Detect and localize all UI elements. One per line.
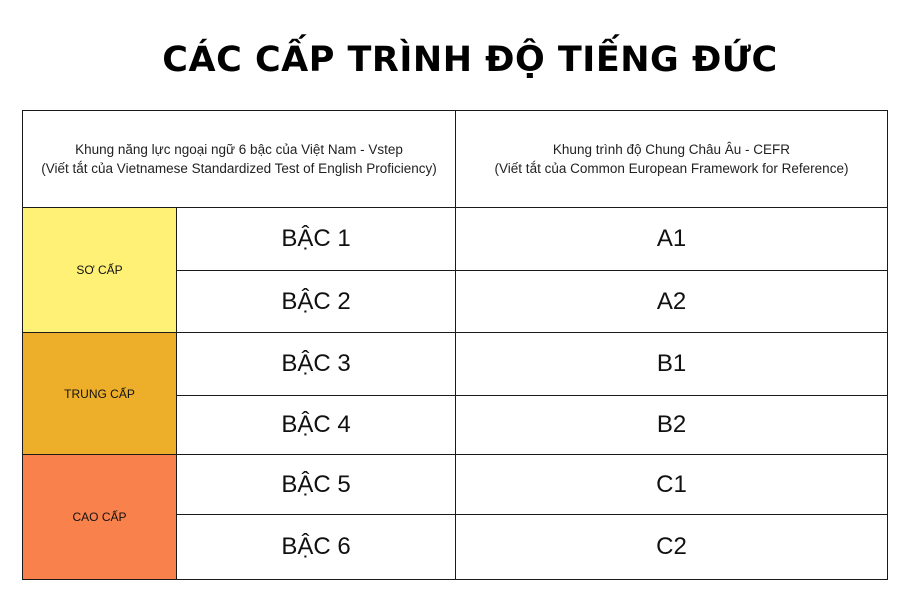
level-cell: BẬC 4	[177, 396, 456, 455]
cefr-cell: C2	[656, 533, 687, 560]
level-table	[22, 110, 888, 580]
vstep-header	[23, 111, 456, 208]
level-cell: BẬC 3	[177, 333, 456, 396]
cefr-header	[456, 111, 887, 208]
cefr-cell: A2	[456, 271, 887, 333]
cefr-header-line1: Khung trình độ Chung Châu Âu - CEFR	[552, 142, 791, 157]
group-cao-cap: CAO CẤP	[23, 455, 177, 579]
cefr-cell: B2	[456, 396, 887, 455]
level-cell: BẬC 2	[177, 271, 456, 333]
page-title: CÁC CẤP TRÌNH ĐỘ TIẾNG ĐỨC	[162, 40, 778, 80]
cefr-cell: B1	[456, 333, 887, 396]
level-cell: BẬC 1	[177, 208, 456, 271]
cefr-cell: A1	[456, 208, 887, 271]
level-cell: BẬC 5	[177, 455, 456, 515]
group-trung-cap: TRUNG CẤP	[23, 333, 177, 455]
cefr-cell: C1	[456, 455, 887, 515]
cefr-header-line2: (Viết tắt của Common European Framework for Reference)	[494, 161, 849, 176]
vstep-header-line1: Khung năng lực ngoại ngữ 6 bậc của Việt Nam - Vstep	[75, 142, 403, 157]
vstep-header-line2: (Viết tắt của Vietnamese Standardized Test of English Proficiency)	[41, 161, 437, 176]
level-cell: BẬC 6	[177, 515, 456, 579]
group-so-cap: SƠ CẤP	[23, 208, 177, 333]
